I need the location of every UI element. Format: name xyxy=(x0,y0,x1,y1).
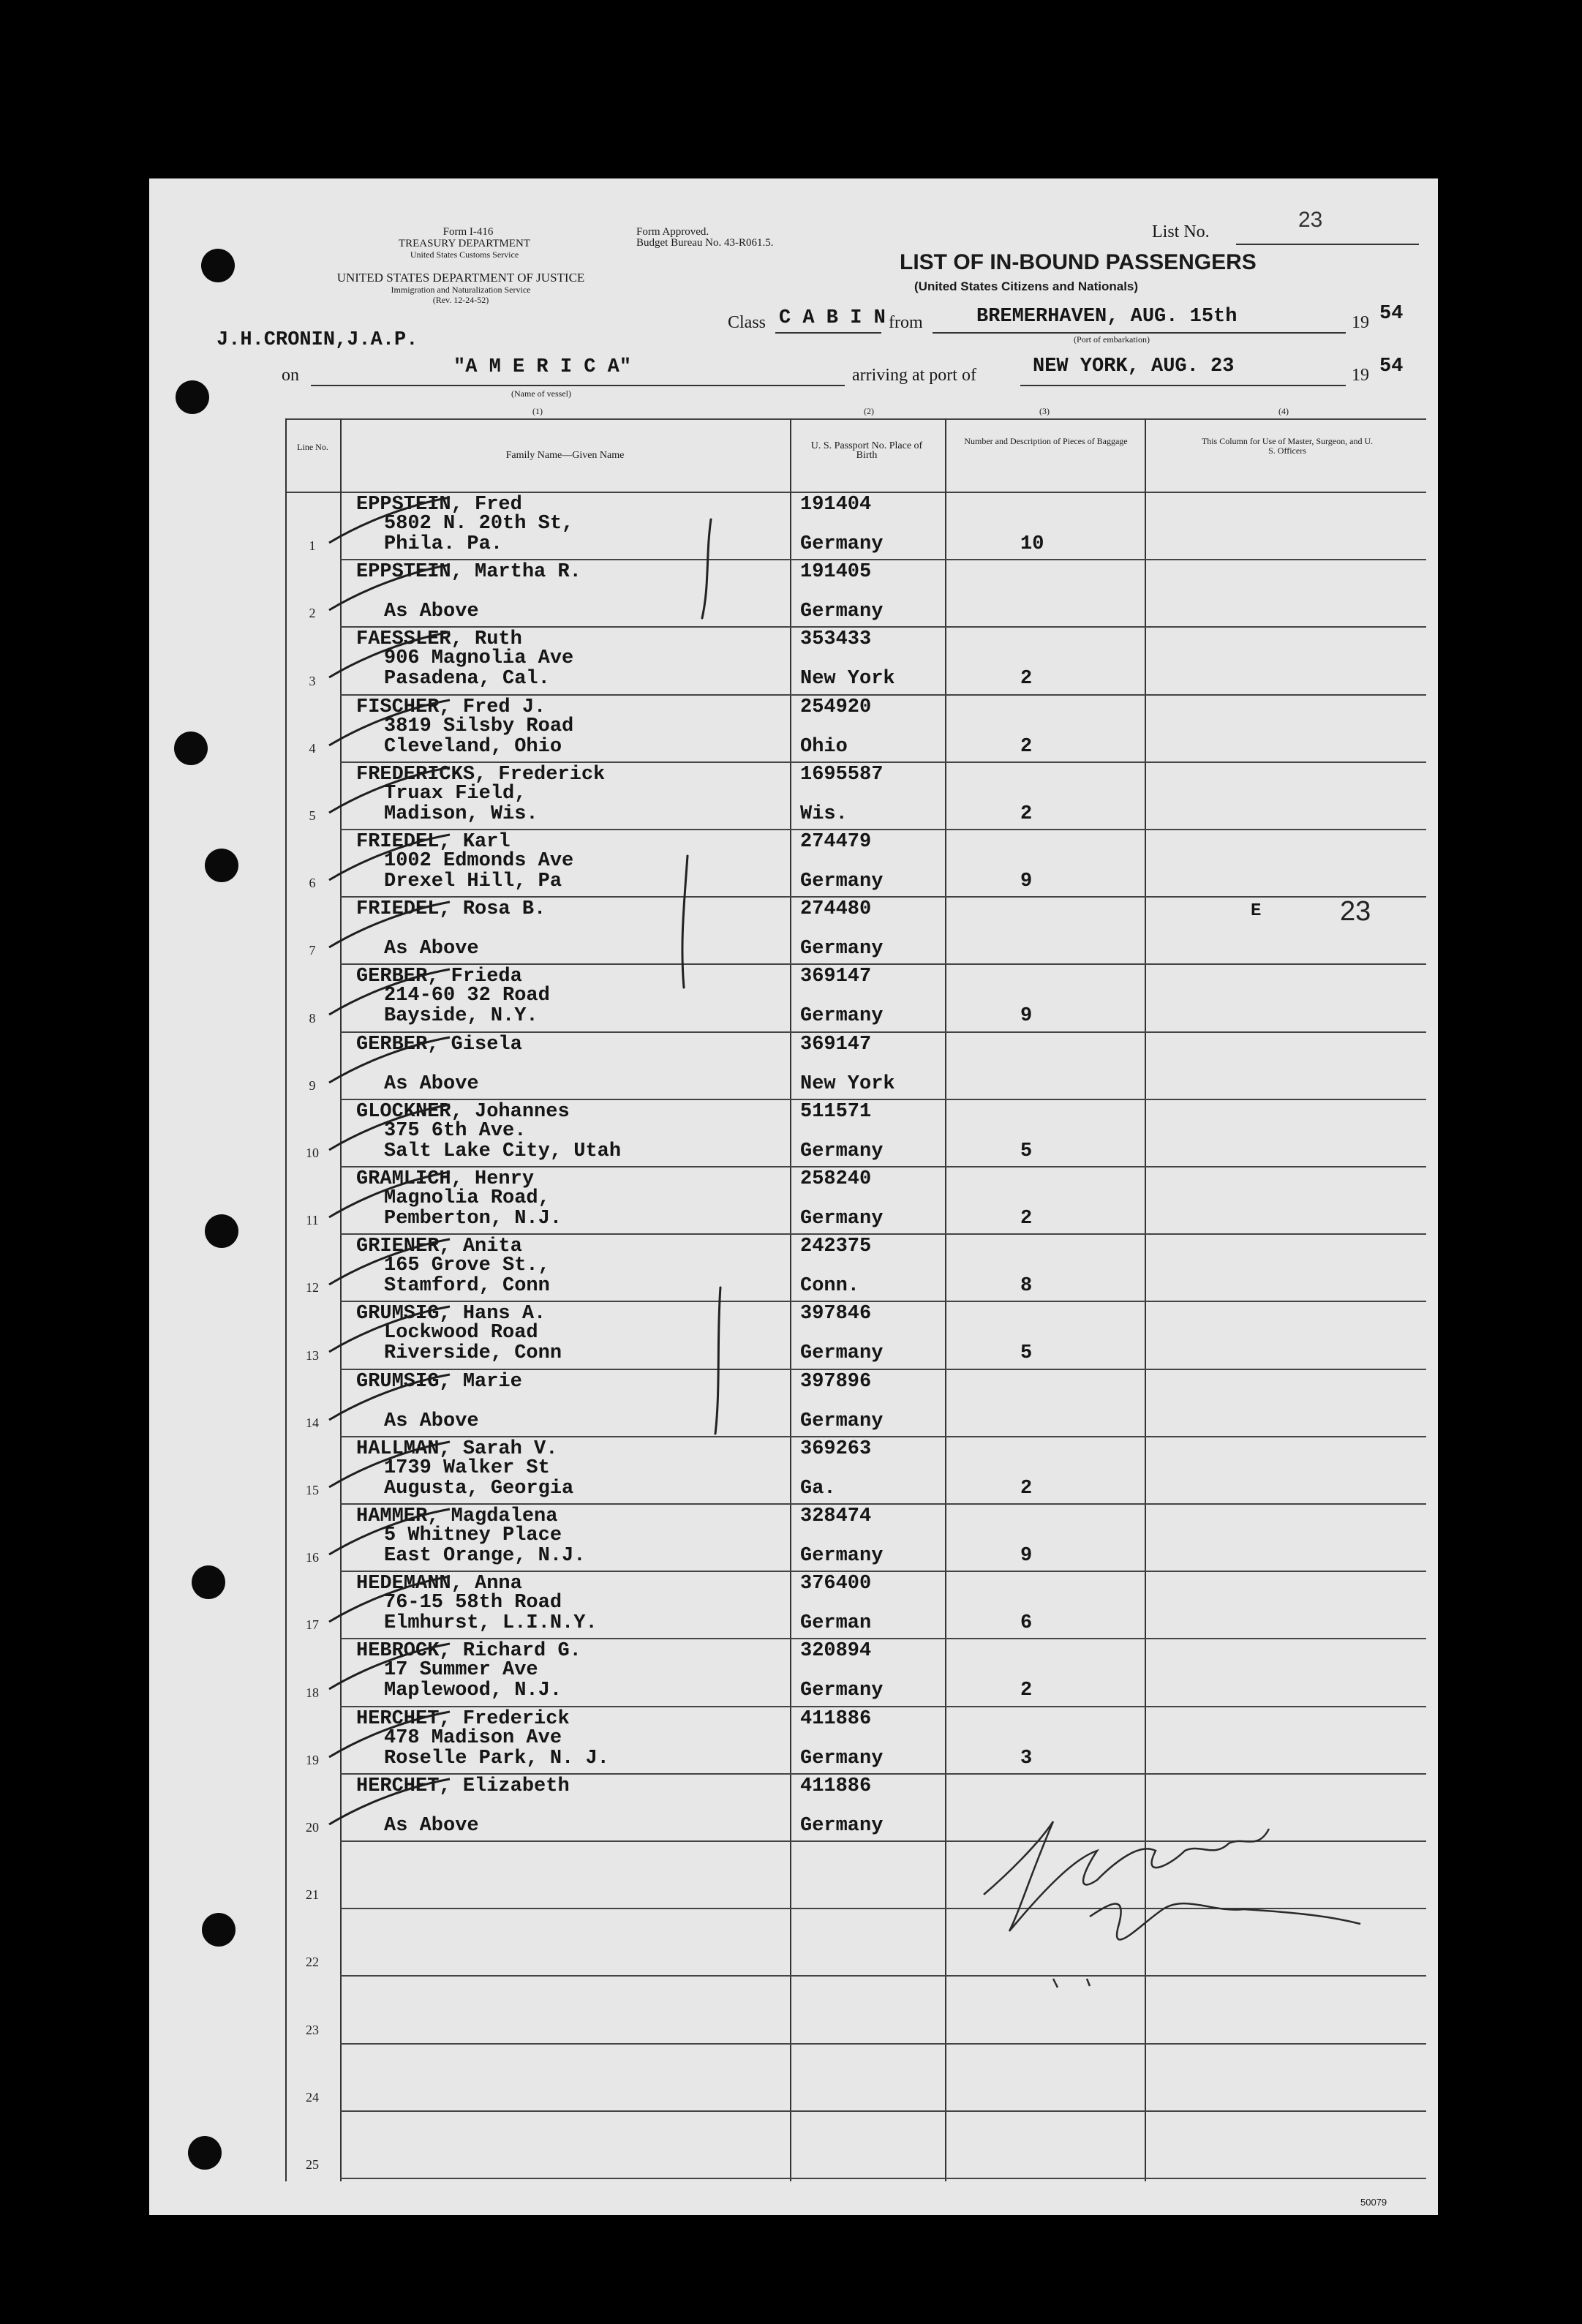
check-mark xyxy=(329,1712,450,1757)
line-number: 3 xyxy=(309,674,316,688)
passenger-name: FISCHER, Fred J. xyxy=(356,696,546,718)
passport-number: 1695587 xyxy=(800,764,884,786)
passenger-name: HEBROCK, Richard G. xyxy=(356,1640,581,1662)
place-of-birth: New York xyxy=(800,668,895,690)
line-number: 10 xyxy=(306,1146,319,1160)
passenger-name: FREDERICKS, Frederick xyxy=(356,764,606,786)
baggage-count: 2 xyxy=(1020,1680,1033,1701)
passport-number: 328474 xyxy=(800,1505,872,1527)
passenger-address-1: 5802 N. 20th St, xyxy=(384,513,574,535)
passport-number: 397896 xyxy=(800,1371,872,1393)
passenger-address-2: Bayside, N.Y. xyxy=(384,1005,538,1027)
place-of-birth: Germany xyxy=(800,1005,884,1027)
check-mark xyxy=(329,835,450,880)
class-value: C A B I N xyxy=(779,307,886,329)
budget-bureau: Budget Bureau No. 43-R061.5. xyxy=(636,237,774,249)
passport-number: 191405 xyxy=(800,561,872,583)
year-prefix-1: 19 xyxy=(1352,313,1369,332)
passenger-address-2: As Above xyxy=(384,1073,479,1095)
line-number: 9 xyxy=(309,1078,316,1093)
baggage-count: 2 xyxy=(1020,668,1033,690)
check-mark xyxy=(329,632,450,677)
check-mark xyxy=(329,969,450,1015)
check-mark xyxy=(329,1509,450,1554)
passenger-address-1: 214-60 32 Road xyxy=(384,985,550,1007)
line-number: 4 xyxy=(309,741,316,756)
passenger-name: FRIEDEL, Rosa B. xyxy=(356,898,546,920)
customs-service: United States Customs Service xyxy=(410,249,519,260)
check-mark xyxy=(329,902,450,947)
passenger-address-2: Elmhurst, L.I.N.Y. xyxy=(384,1612,598,1634)
form-title: LIST OF IN-BOUND PASSENGERS xyxy=(900,250,1257,274)
passenger-address-1: 3819 Silsby Road xyxy=(384,715,574,737)
place-of-birth: Germany xyxy=(800,1140,884,1162)
line-number: 15 xyxy=(306,1483,319,1497)
form-approved: Form Approved. xyxy=(636,226,709,238)
passenger-address-2: Drexel Hill, Pa xyxy=(384,870,562,892)
list-number: 23 xyxy=(1298,208,1323,232)
passport-number: 376400 xyxy=(800,1573,872,1595)
vessel-caption: (Name of vessel) xyxy=(511,388,571,399)
place-of-birth: Ga. xyxy=(800,1478,836,1500)
passport-number: 242375 xyxy=(800,1236,872,1257)
header-baggage: Number and Description of Pieces of Baggage xyxy=(964,436,1128,446)
on-label: on xyxy=(282,366,299,385)
passenger-address-2: Augusta, Georgia xyxy=(384,1478,574,1500)
arrival-port: NEW YORK, AUG. 23 xyxy=(1033,356,1235,377)
passport-number: 397846 xyxy=(800,1303,872,1325)
place-of-birth: Germany xyxy=(800,533,884,555)
passenger-address-1: 17 Summer Ave xyxy=(384,1659,538,1681)
line-number: 14 xyxy=(306,1415,319,1430)
passenger-name: GRIENER, Anita xyxy=(356,1236,522,1257)
line-number: 16 xyxy=(306,1550,319,1565)
passenger-address-1: 76-15 58th Road xyxy=(384,1592,562,1614)
form-number: Form I-416 xyxy=(442,226,494,238)
passenger-name: GRAMLICH, Henry xyxy=(356,1168,535,1190)
column-number-4: (4) xyxy=(1278,406,1289,416)
passport-number: 191404 xyxy=(800,494,872,516)
passenger-address-1: 165 Grove St., xyxy=(384,1255,550,1276)
treasury-department: TREASURY DEPARTMENT xyxy=(398,238,531,249)
place-of-birth: Germany xyxy=(800,1208,884,1230)
passenger-address-2: As Above xyxy=(384,601,479,623)
passenger-address-1: 1002 Edmonds Ave xyxy=(384,850,574,872)
line-number: 17 xyxy=(306,1617,319,1632)
place-of-birth: Germany xyxy=(800,870,884,892)
justice-department: UNITED STATES DEPARTMENT OF JUSTICE xyxy=(336,271,585,285)
baggage-count: 6 xyxy=(1020,1612,1033,1634)
passport-number: 254920 xyxy=(800,696,872,718)
check-mark xyxy=(329,767,450,813)
line-number: 25 xyxy=(306,2157,319,2172)
place-of-birth: Germany xyxy=(800,1410,884,1432)
immigration-service: Immigration and Naturalization Service xyxy=(391,285,531,295)
passenger-name: GLOCKNER, Johannes xyxy=(356,1101,570,1123)
passenger-address-1: 5 Whitney Place xyxy=(384,1524,562,1546)
place-of-birth: Germany xyxy=(800,1545,884,1567)
baggage-count: 9 xyxy=(1020,1005,1033,1027)
column-number-1: (1) xyxy=(532,406,543,416)
form-revision: (Rev. 12-24-52) xyxy=(432,295,489,305)
baggage-count: 8 xyxy=(1020,1275,1033,1297)
baggage-count: 2 xyxy=(1020,736,1033,758)
passenger-address-1: Truax Field, xyxy=(384,783,527,805)
passport-number: 320894 xyxy=(800,1640,872,1662)
line-number: 22 xyxy=(306,1955,319,1969)
header-name: Family Name—Given Name xyxy=(505,450,625,461)
place-of-birth: German xyxy=(800,1612,872,1634)
officer-note-number: 23 xyxy=(1340,896,1371,927)
passenger-address-1: 1739 Walker St xyxy=(384,1457,550,1479)
baggage-count: 3 xyxy=(1020,1748,1033,1770)
line-number: 1 xyxy=(309,538,316,553)
passenger-name: HEDEMANN, Anna xyxy=(356,1573,522,1595)
baggage-count: 9 xyxy=(1020,1545,1033,1567)
passport-number: 274479 xyxy=(800,831,872,853)
place-of-birth: Wis. xyxy=(800,803,848,825)
passenger-address-1: 906 Magnolia Ave xyxy=(384,647,574,669)
passenger-name: EPPSTEIN, Martha R. xyxy=(356,561,581,583)
passenger-address-1: Lockwood Road xyxy=(384,1322,538,1344)
passenger-name: GRUMSIG, Marie xyxy=(356,1371,522,1393)
passport-number: 274480 xyxy=(800,898,872,920)
port-embarkation-caption: (Port of embarkation) xyxy=(1074,334,1150,345)
passenger-address-2: Phila. Pa. xyxy=(384,533,503,555)
header-officers: This Column for Use of Master, Surgeon, and U. S. Officers xyxy=(1201,436,1374,456)
line-number: 21 xyxy=(306,1887,319,1902)
header-passport: U. S. Passport No. Place of Birth xyxy=(810,440,923,461)
baggage-count: 5 xyxy=(1020,1342,1033,1364)
line-number: 5 xyxy=(309,808,316,823)
baggage-count: 9 xyxy=(1020,870,1033,892)
passenger-name: FAESSLER, Ruth xyxy=(356,628,522,650)
place-of-birth: New York xyxy=(800,1073,895,1095)
officer-mark: E xyxy=(1251,901,1262,921)
check-mark xyxy=(329,1105,450,1150)
check-mark xyxy=(329,1037,450,1083)
passenger-address-2: As Above xyxy=(384,1815,479,1837)
passenger-address-2: As Above xyxy=(384,1410,479,1432)
passenger-address-1: 478 Madison Ave xyxy=(384,1727,562,1749)
passenger-address-1: 375 6th Ave. xyxy=(384,1120,527,1142)
passenger-address-2: Pemberton, N.J. xyxy=(384,1208,562,1230)
line-number: 24 xyxy=(306,2090,319,2105)
passenger-name: HERCHET, Elizabeth xyxy=(356,1775,570,1797)
line-number: 19 xyxy=(306,1753,319,1767)
line-number: 18 xyxy=(306,1685,319,1700)
check-mark xyxy=(329,565,450,610)
passenger-name: EPPSTEIN, Fred xyxy=(356,494,522,516)
line-number: 23 xyxy=(306,2023,319,2037)
line-number: 2 xyxy=(309,606,316,620)
baggage-count: 2 xyxy=(1020,1208,1033,1230)
passenger-name: GERBER, Gisela xyxy=(356,1034,522,1056)
check-mark xyxy=(329,1306,450,1352)
check-mark xyxy=(329,1576,450,1622)
baggage-count: 5 xyxy=(1020,1140,1033,1162)
passenger-address-2: Salt Lake City, Utah xyxy=(384,1140,622,1162)
column-number-3: (3) xyxy=(1039,406,1050,416)
place-of-birth: Germany xyxy=(800,1342,884,1364)
list-number-label: List No. xyxy=(1152,222,1210,241)
baggage-count: 2 xyxy=(1020,803,1033,825)
passenger-address-2: Stamford, Conn xyxy=(384,1275,550,1297)
passport-number: 353433 xyxy=(800,628,872,650)
line-number: 20 xyxy=(306,1820,319,1835)
line-number: 13 xyxy=(306,1348,319,1363)
passenger-address-2: As Above xyxy=(384,938,479,960)
place-of-birth: Germany xyxy=(800,1815,884,1837)
passenger-address-2: Pasadena, Cal. xyxy=(384,668,550,690)
line-number: 8 xyxy=(309,1011,316,1026)
passenger-name: GRUMSIG, Hans A. xyxy=(356,1303,546,1325)
place-of-birth: Germany xyxy=(800,1680,884,1701)
passenger-address-2: Roselle Park, N. J. xyxy=(384,1748,609,1770)
passport-number: 411886 xyxy=(800,1708,872,1730)
line-number: 7 xyxy=(309,943,316,958)
year-suffix-1: 54 xyxy=(1379,303,1404,325)
place-of-birth: Germany xyxy=(800,601,884,623)
baggage-count: 10 xyxy=(1020,533,1044,555)
passenger-address-1: Magnolia Road, xyxy=(384,1187,550,1209)
line-number: 6 xyxy=(309,876,316,890)
year-suffix-2: 54 xyxy=(1379,356,1404,377)
check-mark xyxy=(329,1644,450,1689)
vessel-name: "A M E R I C A" xyxy=(453,356,632,378)
passenger-address-2: Maplewood, N.J. xyxy=(384,1680,562,1701)
passport-number: 411886 xyxy=(800,1775,872,1797)
place-of-birth: Ohio xyxy=(800,736,848,758)
arriving-label: arriving at port of xyxy=(852,366,976,385)
place-of-birth: Germany xyxy=(800,1748,884,1770)
footer-code: 50079 xyxy=(1360,2197,1387,2208)
passenger-name: HERCHET, Frederick xyxy=(356,1708,570,1730)
check-mark xyxy=(329,1172,450,1217)
line-number: 11 xyxy=(306,1213,319,1227)
passenger-name: HAMMER, Magdalena xyxy=(356,1505,558,1527)
check-mark xyxy=(329,700,450,745)
from-label: from xyxy=(889,313,923,332)
column-number-2: (2) xyxy=(864,406,874,416)
passenger-address-2: Riverside, Conn xyxy=(384,1342,562,1364)
form-subtitle: (United States Citizens and Nationals) xyxy=(914,279,1139,293)
check-mark xyxy=(329,497,450,543)
check-mark xyxy=(329,1239,450,1285)
check-mark xyxy=(329,1779,450,1824)
place-of-birth: Conn. xyxy=(800,1275,860,1297)
officer-name: J.H.CRONIN,J.A.P. xyxy=(216,329,418,351)
line-number: 12 xyxy=(306,1280,319,1295)
embarkation-port: BREMERHAVEN, AUG. 15th xyxy=(976,306,1238,328)
passport-number: 369263 xyxy=(800,1438,872,1460)
passenger-name: FRIEDEL, Karl xyxy=(356,831,511,853)
check-mark xyxy=(329,1442,450,1487)
check-mark xyxy=(329,1375,450,1420)
passport-number: 369147 xyxy=(800,966,872,988)
class-label: Class xyxy=(728,313,766,332)
passenger-name: GERBER, Frieda xyxy=(356,966,522,988)
passport-number: 369147 xyxy=(800,1034,872,1056)
passport-number: 511571 xyxy=(800,1101,872,1123)
passport-number: 258240 xyxy=(800,1168,872,1190)
year-prefix-2: 19 xyxy=(1352,366,1369,385)
passenger-address-2: Madison, Wis. xyxy=(384,803,538,825)
place-of-birth: Germany xyxy=(800,938,884,960)
baggage-count: 2 xyxy=(1020,1478,1033,1500)
passenger-name: HALLMAN, Sarah V. xyxy=(356,1438,558,1460)
header-line-no: Line No. xyxy=(297,442,328,452)
passenger-address-2: East Orange, N.J. xyxy=(384,1545,586,1567)
passenger-address-2: Cleveland, Ohio xyxy=(384,736,562,758)
